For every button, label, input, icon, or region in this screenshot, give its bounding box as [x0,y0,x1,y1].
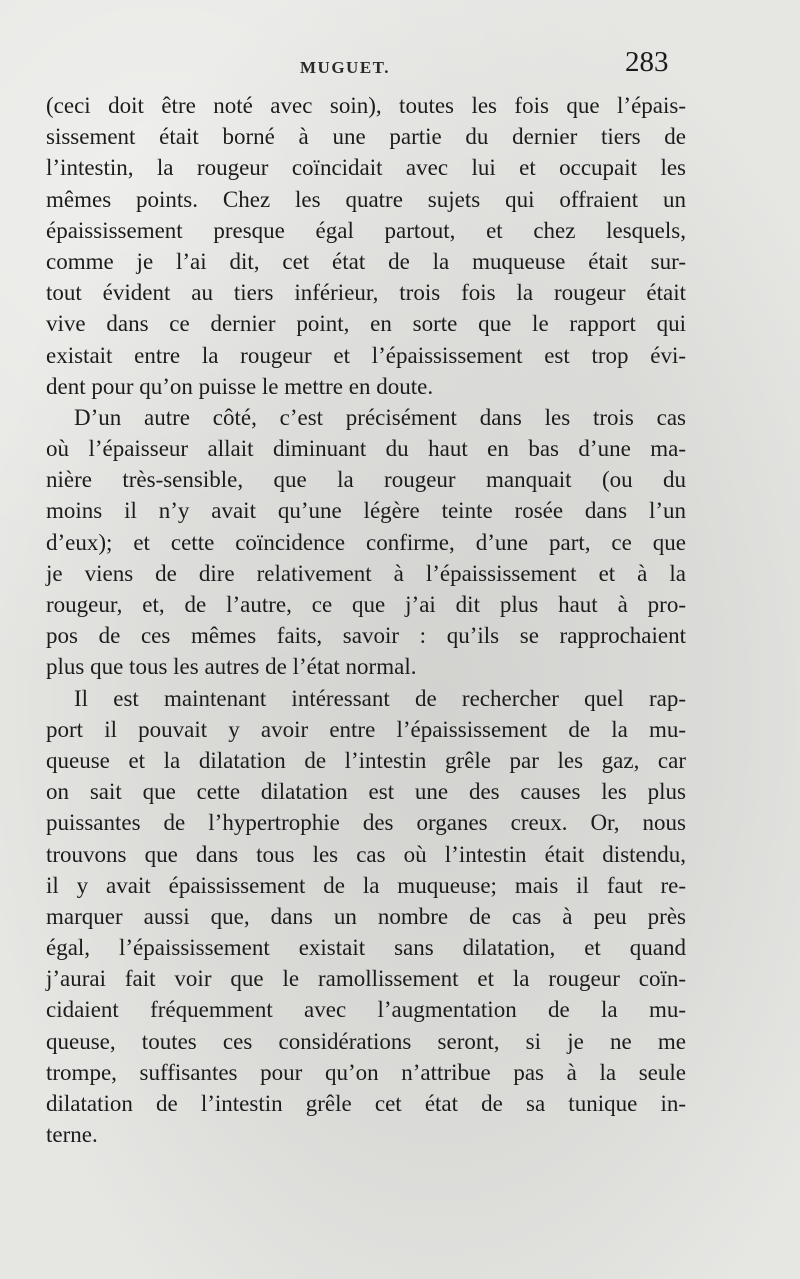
running-head: MUGUET. [300,58,390,77]
text-line: dilatation de l’intestin grêle cet état de sa tunique in- [46,1091,686,1116]
text-line: d’eux); et cette coïncidence confirme, d’une part, ce que [46,529,686,555]
text-line: j’aurai fait voir que le ramollissement et la rougeur coïn- [46,966,686,992]
text-line: cidaient fréquemment avec l’augmentation de la mu- [46,997,686,1023]
text-line: comme je l’ai dit, cet état de la muqueuse était sur- [46,248,686,274]
text-line: queuse, toutes ces considérations seront, si je ne me [46,1028,686,1054]
text-line: (ceci doit être noté avec soin), toutes les fois que l’épais- [46,93,686,118]
text-line: plus que tous les autres de l’état normal. [46,654,417,680]
text-line: terne. [46,1122,98,1148]
text-line: dent pour qu’on puisse le mettre en doute. [46,373,434,399]
text-line: D’un autre côté, c’est précisément dans les trois cas [74,404,686,430]
text-line: puissantes de l’hypertrophie des organes creux. Or, nous [46,810,686,836]
text-line: pos de ces mêmes faits, savoir : qu’ils se rapprochaient [46,623,686,649]
text-line: épaississement presque égal partout, et chez lesquels, [46,217,686,243]
text-line: sissement était borné à une partie du dernier tiers de [46,124,686,150]
text-line: tout évident au tiers inférieur, trois fois la rougeur était [46,280,686,306]
text-line: vive dans ce dernier point, en sorte que le rapport qui [46,311,686,337]
page-number: 283 [625,46,669,78]
text-line: Il est maintenant intéressant de rechercher quel rap- [74,685,686,711]
page-header [0,46,800,80]
text-line: queuse et la dilatation de l’intestin grêle par les gaz, car [46,747,686,773]
text-line: port il pouvait y avoir entre l’épaississement de la mu- [46,716,686,742]
text-line: existait entre la rougeur et l’épaississement est trop évi- [46,342,686,368]
text-line: il y avait épaississement de la muqueuse; mais il faut re- [46,872,686,898]
text-line: trompe, suffisantes pour qu’on n’attribue pas à la seule [46,1059,686,1085]
text-line: où l’épaisseur allait diminuant du haut en bas d’une ma- [46,436,686,462]
text-line: marquer aussi que, dans un nombre de cas à peu près [46,903,686,929]
text-line: on sait que cette dilatation est une des causes les plus [46,779,686,805]
text-line: moins il n’y avait qu’une légère teinte rosée dans l’un [46,498,686,524]
body-text [46,90,686,1150]
text-line: égal, l’épaississement existait sans dilatation, et quand [46,935,686,961]
text-line: rougeur, et, de l’autre, ce que j’ai dit plus haut à pro- [46,592,686,617]
text-line: l’intestin, la rougeur coïncidait avec lui et occupait les [46,155,686,181]
text-line: je viens de dire relativement à l’épaississement et à la [46,560,686,586]
text-line: nière très-sensible, que la rougeur manquait (ou du [46,467,686,493]
text-line: mêmes points. Chez les quatre sujets qui offraient un [46,186,686,212]
text-line: trouvons que dans tous les cas où l’intestin était distendu, [46,841,686,867]
